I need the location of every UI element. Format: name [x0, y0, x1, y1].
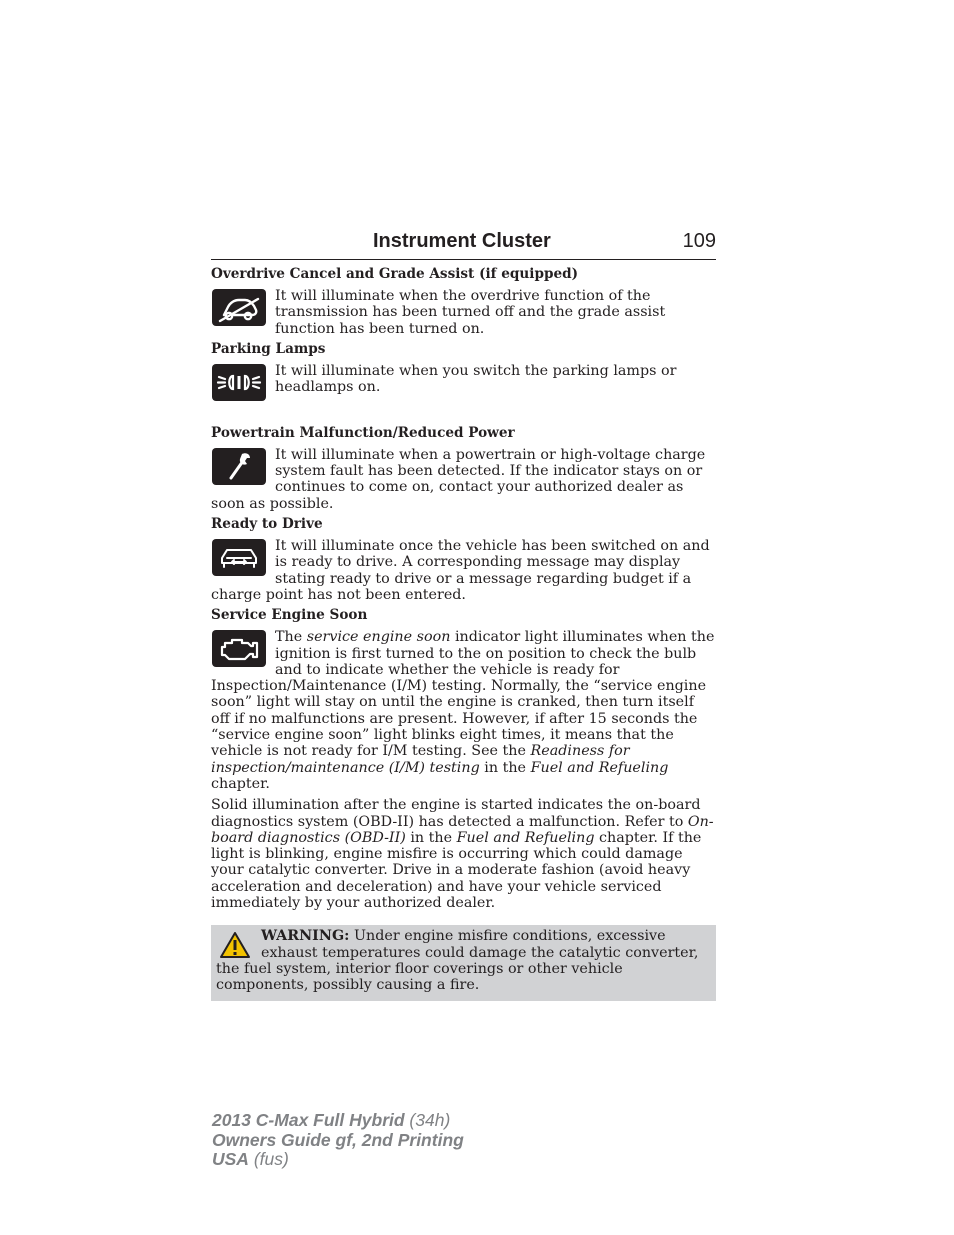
- section-heading-ready: Ready to Drive: [211, 516, 323, 533]
- footer-line-1: 2013 C-Max Full Hybrid (34h): [212, 1110, 451, 1130]
- section-text-overdrive: It will illuminate when the overdrive function of the transmission has been turned off and the grade assist function has been turned on.: [275, 288, 666, 337]
- engine-icon: [212, 630, 266, 667]
- ready-to-drive-icon: [212, 539, 266, 576]
- page-title: Instrument Cluster: [373, 230, 551, 252]
- section-heading-overdrive: Overdrive Cancel and Grade Assist (if equipped): [211, 266, 579, 282]
- page-header: [211, 229, 716, 260]
- section-heading-engine: Service Engine Soon: [211, 607, 368, 624]
- section-powertrain: [211, 447, 716, 512]
- section-text-parking: It will illuminate when you switch the parking lamps or headlamps on.: [275, 362, 677, 396]
- footer-line-2: Owners Guide gf, 2nd Printing: [212, 1129, 464, 1150]
- page-content: [211, 266, 716, 1001]
- section-text-ready: It will illuminate once the vehicle has been switched on and is ready to drive. A corresponding message may display stating ready to drive or a message regarding budget if a charge point has not been entered.: [211, 538, 710, 603]
- warning-triangle-icon: [219, 930, 251, 960]
- section-heading-parking: Parking Lamps: [211, 340, 326, 357]
- parking-lamps-icon: [212, 364, 266, 401]
- page-number: 109: [682, 230, 716, 252]
- warning-box: [211, 925, 716, 1000]
- section-heading-powertrain: Powertrain Malfunction/Reduced Power: [211, 424, 515, 441]
- section-overdrive: [211, 288, 716, 337]
- section-ready: [211, 538, 716, 603]
- warning-label: WARNING:: [261, 928, 350, 945]
- section-parking: [211, 363, 716, 403]
- section-text-engine-1: The service engine soon indicator light illuminates when the ignition is first turned to the on position to check the bulb and to indicate whether the vehicle is ready for Inspection/Maintenance (I/M) testing. Normally, the “service engine soon” light will stay on until the engine is cranked, then turn itself off if no malfunctions are present. However, if after 15 seconds the “service engine soon” light blinks eight times, it means that the vehicle is not ready for I/M testing. See the Readiness for inspection/maintenance (I/M) testing in the Fuel and Refueling chapter.: [211, 629, 715, 792]
- page-footer: [212, 1111, 464, 1170]
- section-text-powertrain: It will illuminate when a powertrain or high-voltage charge system fault has been detected. If the indicator stays on or continues to come on, contact your authorized dealer as soon as possible.: [211, 446, 706, 512]
- wrench-icon: [212, 448, 266, 485]
- overdrive-grade-assist-icon: [212, 289, 266, 326]
- warning-text: WARNING: Under engine misfire conditions, excessive exhaust temperatures could damage the catalytic converter, the fuel system, interior floor coverings or other vehicle components, possibly causing a fire.: [216, 928, 699, 994]
- footer-line-3: USA (fus): [212, 1149, 289, 1169]
- section-engine: [211, 629, 716, 911]
- section-text-engine-2: Solid illumination after the engine is started indicates the on-board diagnostics system (OBD-II) has detected a malfunction. Refer to On-board diagnostics (OBD-II) in the Fuel and Refueling chapter. If the light is blinking, engine misfire is occurring which could damage your catalytic converter. Drive in a moderate fashion (avoid heavy acceleration and deceleration) and have your vehicle serviced immediately by your authorized dealer.: [211, 797, 714, 912]
